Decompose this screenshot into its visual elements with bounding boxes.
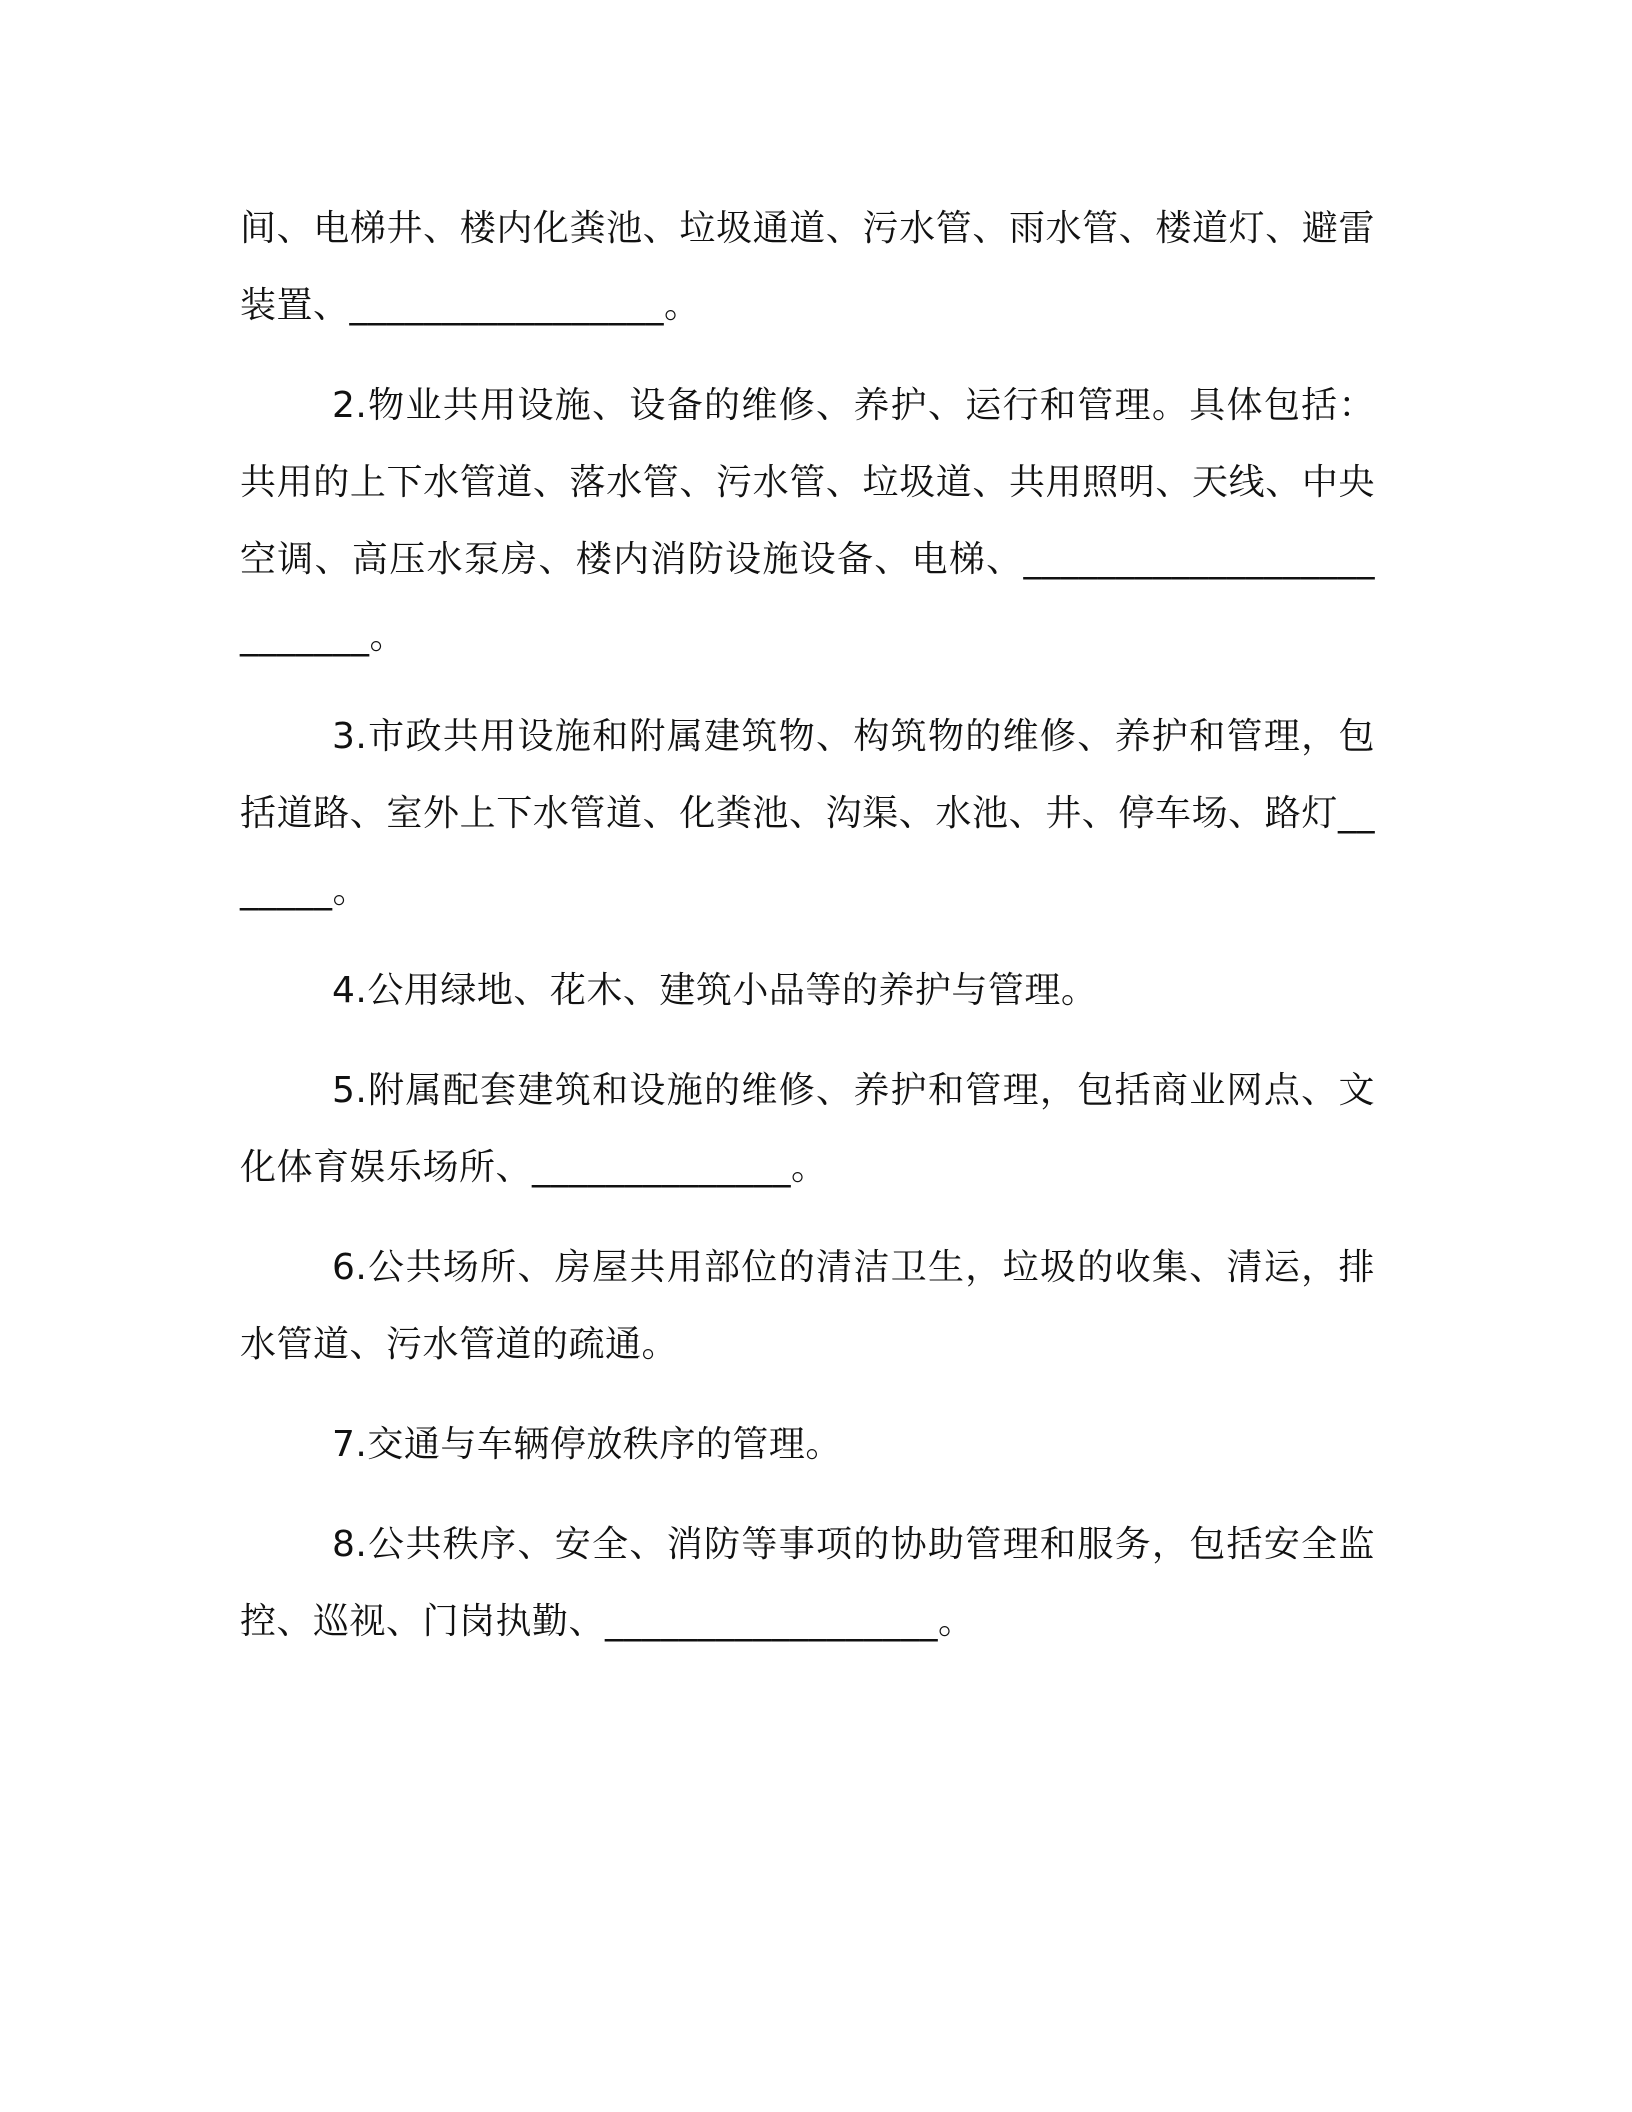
paragraph-item-6: 6.公共场所、房屋共用部位的清洁卫生，垃圾的收集、清运，排水管道、污水管道的疏通。 <box>240 1247 1375 1365</box>
paragraph-item-5: 5.附属配套建筑和设施的维修、养护和管理，包括商业网点、文化体育娱乐场所、______________。 <box>240 1070 1375 1188</box>
paragraph-item-2: 2.物业共用设施、设备的维修、养护、运行和管理。具体包括：共用的上下水管道、落水管、污水管、垃圾道、共用照明、天线、中央空调、高压水泵房、楼内消防设施设备、电梯、__________________________。 <box>240 385 1375 657</box>
paragraph-item-7: 7.交通与车辆停放秩序的管理。 <box>332 1424 842 1465</box>
paragraph-item-3: 3.市政共用设施和附属建筑物、构筑物的维修、养护和管理，包括道路、室外上下水管道、化粪池、沟渠、水池、井、停车场、路灯_______。 <box>240 716 1375 911</box>
paragraph-item-8: 8.公共秩序、安全、消防等事项的协助管理和服务，包括安全监控、巡视、门岗执勤、__________________。 <box>240 1524 1375 1642</box>
document-body <box>240 190 1375 1683</box>
paragraph-continued: 间、电梯井、楼内化粪池、垃圾通道、污水管、雨水管、楼道灯、避雷装置、_________________。 <box>240 208 1375 326</box>
paragraph-item-4: 4.公用绿地、花木、建筑小品等的养护与管理。 <box>332 970 1098 1011</box>
